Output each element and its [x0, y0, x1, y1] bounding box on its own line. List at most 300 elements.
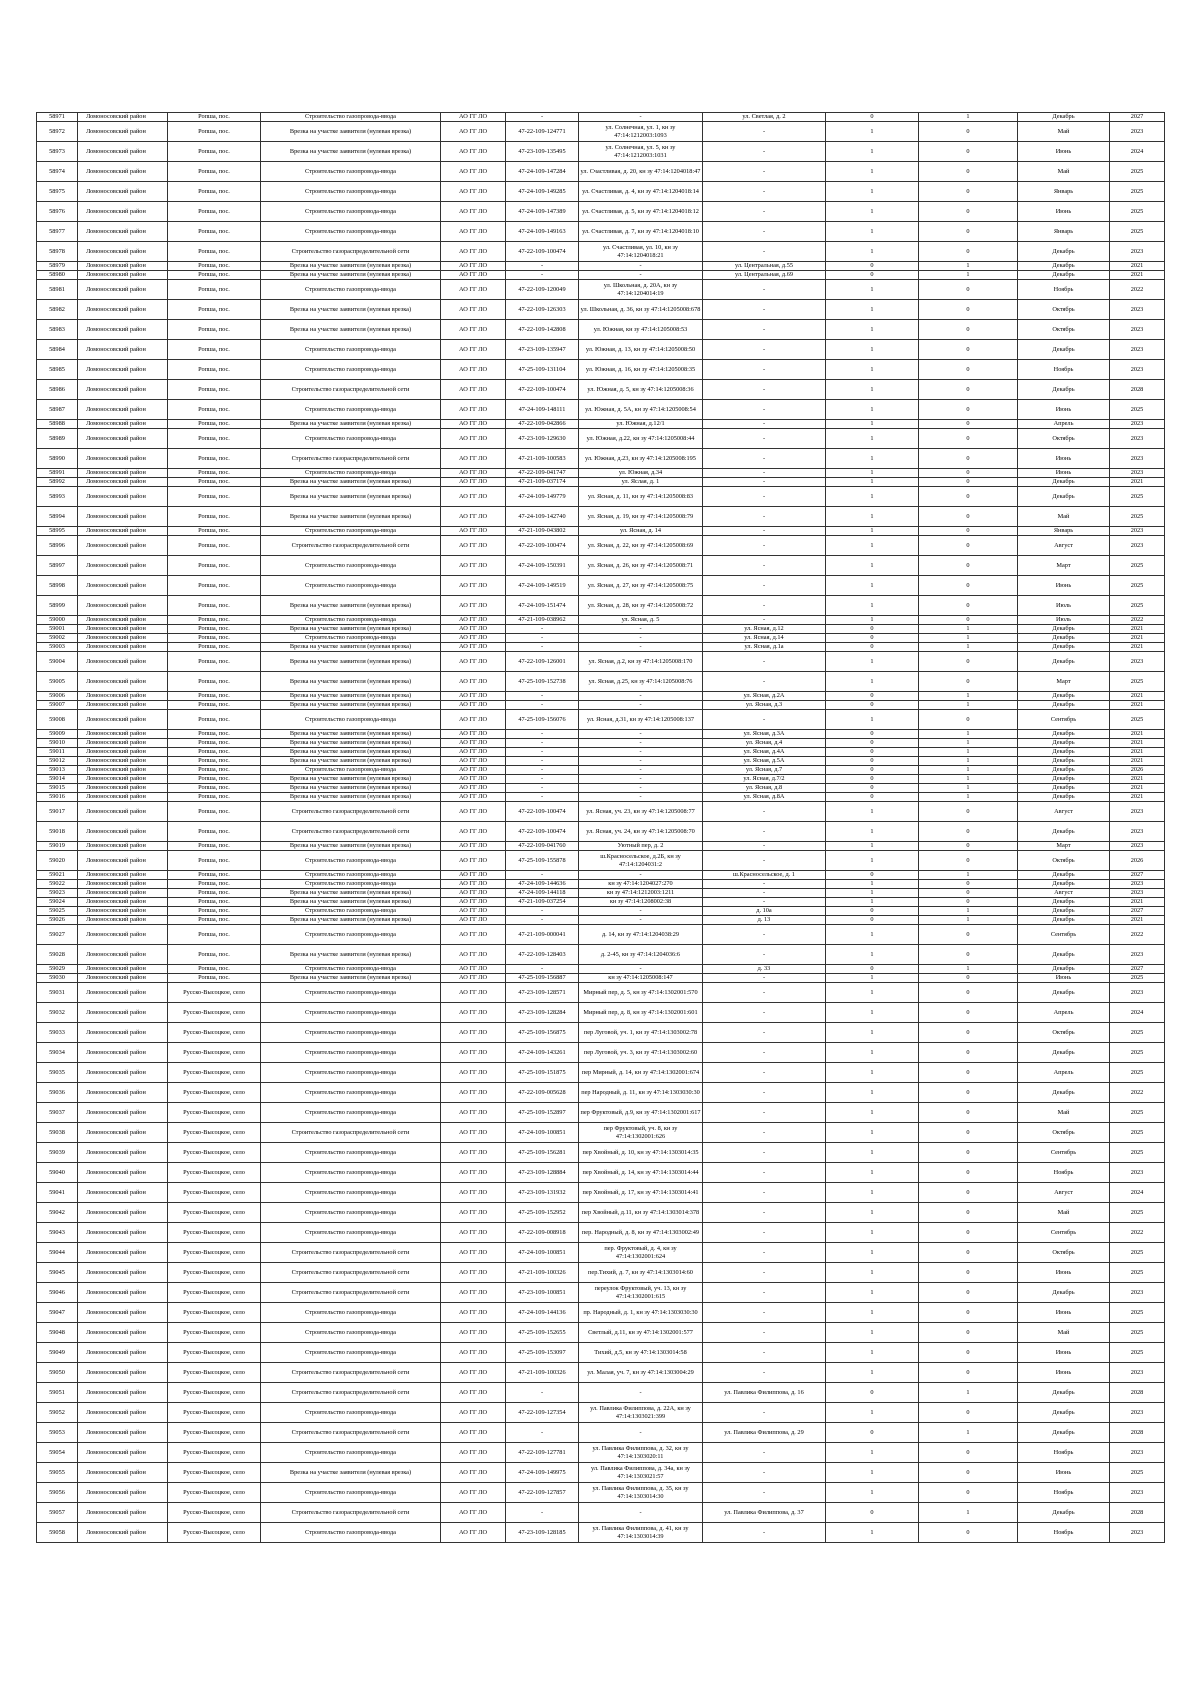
cell-month: Декабрь — [1018, 340, 1110, 360]
cell-application-number: 47-22-109-100474 — [506, 822, 579, 842]
cell-month: Декабрь — [1018, 871, 1110, 880]
cell-month: Декабрь — [1018, 775, 1110, 784]
table-row — [37, 1023, 1165, 1043]
cell-settlement: Ропша, пос. — [168, 576, 261, 596]
cell-work-type: Строительство газопровода-ввода — [261, 871, 441, 880]
cell-settlement: Русско-Высоцкое, село — [168, 1403, 261, 1423]
cell-month: Декабрь — [1018, 916, 1110, 925]
cell-address-alt: ул. Павлика Филиппова, д. 37 — [703, 1503, 826, 1523]
cell-month: Ноябрь — [1018, 1483, 1110, 1503]
cell-month: Январь — [1018, 222, 1110, 242]
cell-count-b: 0 — [919, 420, 1018, 429]
cell-count-a: 0 — [826, 262, 919, 271]
cell-settlement: Русско-Высоцкое, село — [168, 1123, 261, 1143]
cell-year: 2027 — [1110, 907, 1165, 916]
cell-count-a: 0 — [826, 113, 919, 122]
cell-address-alt: - — [703, 925, 826, 945]
cell-month: Декабрь — [1018, 1383, 1110, 1403]
cell-month: Январь — [1018, 527, 1110, 536]
cell-count-a: 1 — [826, 122, 919, 142]
cell-address-alt: - — [703, 242, 826, 262]
cell-month: Январь — [1018, 182, 1110, 202]
cell-work-type: Строительство газораспределительной сети — [261, 802, 441, 822]
cell-count-a: 1 — [826, 1223, 919, 1243]
cell-count-a: 1 — [826, 710, 919, 730]
cell-work-type: Строительство газопровода-ввода — [261, 182, 441, 202]
cell-month: Декабрь — [1018, 634, 1110, 643]
cell-organization: АО ГГ ЛО — [441, 766, 506, 775]
cell-year: 2022 — [1110, 1083, 1165, 1103]
cell-count-b: 0 — [919, 300, 1018, 320]
cell-organization: АО ГГ ЛО — [441, 527, 506, 536]
cell-district: Ломоносовский район — [78, 1503, 168, 1523]
cell-month: Декабрь — [1018, 1503, 1110, 1523]
cell-address: - — [579, 965, 703, 974]
cell-count-b: 0 — [919, 1483, 1018, 1503]
cell-count-a: 1 — [826, 162, 919, 182]
cell-address-alt: - — [703, 280, 826, 300]
cell-district: Ломоносовский район — [78, 822, 168, 842]
cell-row-number: 58981 — [37, 280, 78, 300]
cell-work-type: Строительство газопровода-ввода — [261, 925, 441, 945]
table-row — [37, 262, 1165, 271]
cell-count-a: 1 — [826, 242, 919, 262]
cell-row-number: 59000 — [37, 616, 78, 625]
cell-settlement: Ропша, пос. — [168, 340, 261, 360]
cell-organization: АО ГГ ЛО — [441, 793, 506, 802]
table-row — [37, 1403, 1165, 1423]
cell-month: Июнь — [1018, 1303, 1110, 1323]
cell-month: Октябрь — [1018, 1123, 1110, 1143]
cell-application-number: - — [506, 625, 579, 634]
cell-count-b: 0 — [919, 222, 1018, 242]
cell-row-number: 59011 — [37, 748, 78, 757]
cell-organization: АО ГГ ЛО — [441, 625, 506, 634]
cell-settlement: Ропша, пос. — [168, 692, 261, 701]
table-row — [37, 730, 1165, 739]
cell-year: 2028 — [1110, 1423, 1165, 1443]
table-row — [37, 1003, 1165, 1023]
cell-year: 2023 — [1110, 449, 1165, 469]
cell-organization: АО ГГ ЛО — [441, 842, 506, 851]
cell-district: Ломоносовский район — [78, 420, 168, 429]
cell-application-number: - — [506, 643, 579, 652]
cell-row-number: 59046 — [37, 1283, 78, 1303]
cell-address: - — [579, 748, 703, 757]
table-row — [37, 576, 1165, 596]
cell-address-alt: - — [703, 1243, 826, 1263]
cell-address: ул. Малая, уч. 7, кн зу 47:14:1303004:29 — [579, 1363, 703, 1383]
cell-address: ул. Павлика Филиппова, д. 35, кн зу 47:14:1303014:30 — [579, 1483, 703, 1503]
cell-count-a: 0 — [826, 271, 919, 280]
cell-address-alt: - — [703, 802, 826, 822]
cell-month: Декабрь — [1018, 766, 1110, 775]
cell-organization: АО ГГ ЛО — [441, 880, 506, 889]
table-row — [37, 1463, 1165, 1483]
cell-year: 2023 — [1110, 1443, 1165, 1463]
cell-district: Ломоносовский район — [78, 898, 168, 907]
cell-application-number: 47-23-109-128884 — [506, 1163, 579, 1183]
cell-settlement: Ропша, пос. — [168, 122, 261, 142]
cell-year: 2025 — [1110, 1463, 1165, 1483]
cell-count-b: 0 — [919, 1083, 1018, 1103]
cell-row-number: 58997 — [37, 556, 78, 576]
cell-count-b: 1 — [919, 1503, 1018, 1523]
cell-month: Апрель — [1018, 420, 1110, 429]
cell-application-number: 47-25-109-151875 — [506, 1063, 579, 1083]
cell-work-type: Строительство газопровода-ввода — [261, 1103, 441, 1123]
table-row — [37, 625, 1165, 634]
cell-settlement: Ропша, пос. — [168, 748, 261, 757]
table-row — [37, 802, 1165, 822]
cell-application-number: 47-24-109-144636 — [506, 880, 579, 889]
cell-count-b: 0 — [919, 1203, 1018, 1223]
cell-count-a: 1 — [826, 672, 919, 692]
cell-month: Июнь — [1018, 1263, 1110, 1283]
cell-organization: АО ГГ ЛО — [441, 300, 506, 320]
cell-address-alt: - — [703, 1123, 826, 1143]
cell-count-b: 1 — [919, 262, 1018, 271]
table-row — [37, 916, 1165, 925]
cell-row-number: 59025 — [37, 907, 78, 916]
cell-address-alt: - — [703, 1023, 826, 1043]
cell-year: 2025 — [1110, 1023, 1165, 1043]
table-row — [37, 527, 1165, 536]
cell-application-number: 47-24-109-100851 — [506, 1243, 579, 1263]
cell-row-number: 58976 — [37, 202, 78, 222]
cell-row-number: 59005 — [37, 672, 78, 692]
cell-settlement: Русско-Высоцкое, село — [168, 1163, 261, 1183]
cell-address: ул. Южная, д. 16, кн зу 47:14:1205008:35 — [579, 360, 703, 380]
cell-work-type: Строительство газопровода-ввода — [261, 162, 441, 182]
cell-organization: АО ГГ ЛО — [441, 449, 506, 469]
cell-address: Тихий, д.5, кн зу 47:14:1303014:58 — [579, 1343, 703, 1363]
cell-address: - — [579, 916, 703, 925]
cell-count-b: 0 — [919, 1363, 1018, 1383]
cell-row-number: 59009 — [37, 730, 78, 739]
cell-address-alt: - — [703, 898, 826, 907]
cell-application-number: 47-24-109-150391 — [506, 556, 579, 576]
table-row — [37, 1243, 1165, 1263]
cell-address-alt: ул. Ясная, д.12 — [703, 625, 826, 634]
cell-month: Сентябрь — [1018, 1143, 1110, 1163]
cell-month: Декабрь — [1018, 701, 1110, 710]
cell-count-b: 0 — [919, 1003, 1018, 1023]
cell-address-alt: ул. Ясная, д.2А — [703, 692, 826, 701]
cell-year: 2021 — [1110, 793, 1165, 802]
cell-count-b: 0 — [919, 556, 1018, 576]
cell-district: Ломоносовский район — [78, 634, 168, 643]
table-row — [37, 1063, 1165, 1083]
cell-year: 2024 — [1110, 1003, 1165, 1023]
cell-application-number: 47-24-109-147389 — [506, 202, 579, 222]
cell-address: - — [579, 871, 703, 880]
cell-settlement: Ропша, пос. — [168, 380, 261, 400]
cell-address-alt: - — [703, 487, 826, 507]
cell-work-type: Врезка на участке заявителя (нулевая врезка) — [261, 300, 441, 320]
cell-year: 2023 — [1110, 527, 1165, 536]
cell-count-a: 0 — [826, 748, 919, 757]
cell-district: Ломоносовский район — [78, 672, 168, 692]
cell-application-number: 47-24-109-148111 — [506, 400, 579, 420]
cell-organization: АО ГГ ЛО — [441, 701, 506, 710]
cell-year: 2021 — [1110, 701, 1165, 710]
cell-address: ул. Школьная, д. 36, кн зу 47:14:1205008:678 — [579, 300, 703, 320]
cell-address-alt: - — [703, 122, 826, 142]
cell-year: 2023 — [1110, 429, 1165, 449]
table-row — [37, 1343, 1165, 1363]
cell-district: Ломоносовский район — [78, 692, 168, 701]
cell-year: 2025 — [1110, 400, 1165, 420]
cell-application-number: 47-24-109-149163 — [506, 222, 579, 242]
cell-work-type: Врезка на участке заявителя (нулевая врезка) — [261, 320, 441, 340]
cell-count-a: 1 — [826, 449, 919, 469]
cell-organization: АО ГГ ЛО — [441, 280, 506, 300]
cell-address: кн зу 47:14:1212003:1211 — [579, 889, 703, 898]
cell-count-b: 1 — [919, 692, 1018, 701]
cell-address: ул. Южная, д.22, кн зу 47:14:1205008:44 — [579, 429, 703, 449]
cell-count-b: 0 — [919, 596, 1018, 616]
cell-month: Июнь — [1018, 974, 1110, 983]
cell-settlement: Ропша, пос. — [168, 420, 261, 429]
cell-month: Июнь — [1018, 202, 1110, 222]
cell-organization: АО ГГ ЛО — [441, 113, 506, 122]
cell-year: 2021 — [1110, 739, 1165, 748]
cell-address-alt: - — [703, 1323, 826, 1343]
cell-organization: АО ГГ ЛО — [441, 739, 506, 748]
cell-count-a: 1 — [826, 1463, 919, 1483]
cell-year: 2027 — [1110, 965, 1165, 974]
cell-work-type: Строительство газопровода-ввода — [261, 616, 441, 625]
cell-application-number: - — [506, 692, 579, 701]
cell-application-number: 47-22-109-128403 — [506, 945, 579, 965]
cell-year: 2023 — [1110, 945, 1165, 965]
cell-address: пер Фруктовый, д.9, кн зу 47:14:1302001:617 — [579, 1103, 703, 1123]
cell-year: 2025 — [1110, 1143, 1165, 1163]
table-row — [37, 1083, 1165, 1103]
cell-count-b: 0 — [919, 1523, 1018, 1543]
cell-row-number: 59039 — [37, 1143, 78, 1163]
cell-row-number: 59036 — [37, 1083, 78, 1103]
cell-row-number: 59026 — [37, 916, 78, 925]
cell-organization: АО ГГ ЛО — [441, 945, 506, 965]
cell-work-type: Врезка на участке заявителя (нулевая врезка) — [261, 739, 441, 748]
table-row — [37, 1143, 1165, 1163]
cell-work-type: Строительство газопровода-ввода — [261, 202, 441, 222]
table-row — [37, 1163, 1165, 1183]
cell-work-type: Строительство газораспределительной сети — [261, 1283, 441, 1303]
table-row — [37, 871, 1165, 880]
cell-application-number: 47-24-109-143261 — [506, 1043, 579, 1063]
table-row — [37, 1103, 1165, 1123]
cell-year: 2023 — [1110, 300, 1165, 320]
cell-district: Ломоносовский район — [78, 1443, 168, 1463]
table-row — [37, 596, 1165, 616]
cell-month: Декабрь — [1018, 271, 1110, 280]
cell-count-b: 0 — [919, 360, 1018, 380]
table-row — [37, 851, 1165, 871]
cell-count-a: 1 — [826, 487, 919, 507]
cell-organization: АО ГГ ЛО — [441, 320, 506, 340]
table-row — [37, 880, 1165, 889]
cell-organization: АО ГГ ЛО — [441, 556, 506, 576]
cell-application-number: - — [506, 757, 579, 766]
cell-work-type: Строительство газораспределительной сети — [261, 380, 441, 400]
cell-district: Ломоносовский район — [78, 1263, 168, 1283]
cell-year: 2023 — [1110, 242, 1165, 262]
cell-address-alt: - — [703, 202, 826, 222]
cell-work-type: Врезка на участке заявителя (нулевая врезка) — [261, 898, 441, 907]
table-body — [37, 113, 1165, 1543]
cell-count-a: 1 — [826, 802, 919, 822]
cell-district: Ломоносовский район — [78, 974, 168, 983]
cell-count-b: 1 — [919, 757, 1018, 766]
cell-count-b: 0 — [919, 1323, 1018, 1343]
cell-work-type: Строительство газопровода-ввода — [261, 576, 441, 596]
table-row — [37, 242, 1165, 262]
cell-count-a: 0 — [826, 730, 919, 739]
table-row — [37, 842, 1165, 851]
cell-address: - — [579, 775, 703, 784]
cell-address-alt: - — [703, 1103, 826, 1123]
cell-district: Ломоносовский район — [78, 730, 168, 739]
cell-row-number: 59028 — [37, 945, 78, 965]
cell-row-number: 59047 — [37, 1303, 78, 1323]
table-row — [37, 420, 1165, 429]
cell-count-b: 0 — [919, 898, 1018, 907]
cell-address: ул. Южная, д. 13, кн зу 47:14:1205008:50 — [579, 340, 703, 360]
cell-organization: АО ГГ ЛО — [441, 360, 506, 380]
table-row — [37, 692, 1165, 701]
cell-settlement: Русско-Высоцкое, село — [168, 1343, 261, 1363]
cell-count-b: 0 — [919, 1183, 1018, 1203]
cell-settlement: Ропша, пос. — [168, 907, 261, 916]
cell-year: 2021 — [1110, 916, 1165, 925]
cell-district: Ломоносовский район — [78, 1023, 168, 1043]
cell-address: ул. Ясная, д. 19, кн зу 47:14:1205008:79 — [579, 507, 703, 527]
cell-organization: АО ГГ ЛО — [441, 478, 506, 487]
cell-application-number: 47-21-109-037254 — [506, 898, 579, 907]
cell-year: 2023 — [1110, 536, 1165, 556]
cell-settlement: Ропша, пос. — [168, 262, 261, 271]
cell-count-a: 0 — [826, 907, 919, 916]
cell-work-type: Строительство газораспределительной сети — [261, 822, 441, 842]
cell-month: Сентябрь — [1018, 710, 1110, 730]
cell-settlement: Русско-Высоцкое, село — [168, 1243, 261, 1263]
cell-count-b: 0 — [919, 652, 1018, 672]
cell-settlement: Ропша, пос. — [168, 478, 261, 487]
cell-address-alt: ул. Ясная, д.3А — [703, 730, 826, 739]
cell-count-a: 0 — [826, 634, 919, 643]
table-row — [37, 616, 1165, 625]
cell-month: Декабрь — [1018, 739, 1110, 748]
cell-month: Декабрь — [1018, 1083, 1110, 1103]
cell-count-a: 1 — [826, 1303, 919, 1323]
cell-work-type: Врезка на участке заявителя (нулевая врезка) — [261, 507, 441, 527]
cell-work-type: Врезка на участке заявителя (нулевая врезка) — [261, 730, 441, 739]
cell-work-type: Строительство газопровода-ввода — [261, 222, 441, 242]
cell-count-a: 1 — [826, 925, 919, 945]
cell-address: кн зу 47:14:1205008:147 — [579, 974, 703, 983]
cell-application-number: 47-21-109-000041 — [506, 925, 579, 945]
cell-application-number: - — [506, 766, 579, 775]
cell-address: ул. Ясная, уч. 23, кн зу 47:14:1205008:77 — [579, 802, 703, 822]
cell-count-b: 0 — [919, 925, 1018, 945]
cell-year: 2021 — [1110, 643, 1165, 652]
cell-application-number: - — [506, 907, 579, 916]
cell-year: 2025 — [1110, 202, 1165, 222]
cell-organization: АО ГГ ЛО — [441, 1003, 506, 1023]
cell-district: Ломоносовский район — [78, 757, 168, 766]
cell-work-type: Строительство газопровода-ввода — [261, 527, 441, 536]
cell-row-number: 58994 — [37, 507, 78, 527]
cell-year: 2021 — [1110, 262, 1165, 271]
cell-address-alt: ул. Ясная, д.7/2 — [703, 775, 826, 784]
gasification-table — [36, 112, 1165, 1543]
cell-address: ул. Ясная, д. 26, кн зу 47:14:1205008:71 — [579, 556, 703, 576]
cell-settlement: Русско-Высоцкое, село — [168, 1223, 261, 1243]
cell-count-b: 1 — [919, 907, 1018, 916]
cell-year: 2023 — [1110, 469, 1165, 478]
cell-count-a: 1 — [826, 340, 919, 360]
cell-district: Ломоносовский район — [78, 1103, 168, 1123]
cell-address: - — [579, 271, 703, 280]
cell-settlement: Ропша, пос. — [168, 242, 261, 262]
cell-year: 2022 — [1110, 280, 1165, 300]
cell-address-alt: ул. Ясная, д.14 — [703, 634, 826, 643]
cell-organization: АО ГГ ЛО — [441, 916, 506, 925]
cell-work-type: Строительство газопровода-ввода — [261, 1403, 441, 1423]
cell-organization: АО ГГ ЛО — [441, 420, 506, 429]
cell-row-number: 59056 — [37, 1483, 78, 1503]
cell-row-number: 58989 — [37, 429, 78, 449]
cell-year: 2025 — [1110, 710, 1165, 730]
cell-month: Август — [1018, 889, 1110, 898]
cell-year: 2025 — [1110, 222, 1165, 242]
cell-address-alt: - — [703, 527, 826, 536]
cell-count-b: 0 — [919, 1243, 1018, 1263]
cell-district: Ломоносовский район — [78, 748, 168, 757]
cell-year: 2025 — [1110, 1303, 1165, 1323]
cell-settlement: Ропша, пос. — [168, 643, 261, 652]
cell-work-type: Строительство газопровода-ввода — [261, 907, 441, 916]
cell-address: ул. Счастливая, д. 5, кн зу 47:14:1204018:12 — [579, 202, 703, 222]
cell-settlement: Русско-Высоцкое, село — [168, 1383, 261, 1403]
cell-row-number: 58978 — [37, 242, 78, 262]
cell-organization: АО ГГ ЛО — [441, 1303, 506, 1323]
cell-organization: АО ГГ ЛО — [441, 889, 506, 898]
cell-work-type: Строительство газопровода-ввода — [261, 1223, 441, 1243]
cell-count-a: 1 — [826, 1243, 919, 1263]
cell-settlement: Русско-Высоцкое, село — [168, 1083, 261, 1103]
cell-address: - — [579, 625, 703, 634]
cell-work-type: Строительство газопровода-ввода — [261, 634, 441, 643]
cell-district: Ломоносовский район — [78, 907, 168, 916]
cell-count-a: 1 — [826, 1183, 919, 1203]
cell-row-number: 59007 — [37, 701, 78, 710]
cell-count-b: 1 — [919, 1423, 1018, 1443]
cell-organization: АО ГГ ЛО — [441, 802, 506, 822]
cell-count-b: 1 — [919, 701, 1018, 710]
cell-settlement: Ропша, пос. — [168, 652, 261, 672]
cell-district: Ломоносовский район — [78, 507, 168, 527]
cell-year: 2021 — [1110, 625, 1165, 634]
cell-district: Ломоносовский район — [78, 280, 168, 300]
cell-count-a: 1 — [826, 945, 919, 965]
cell-application-number: 47-25-109-152897 — [506, 1103, 579, 1123]
cell-row-number: 59051 — [37, 1383, 78, 1403]
cell-work-type: Врезка на участке заявителя (нулевая врезка) — [261, 775, 441, 784]
